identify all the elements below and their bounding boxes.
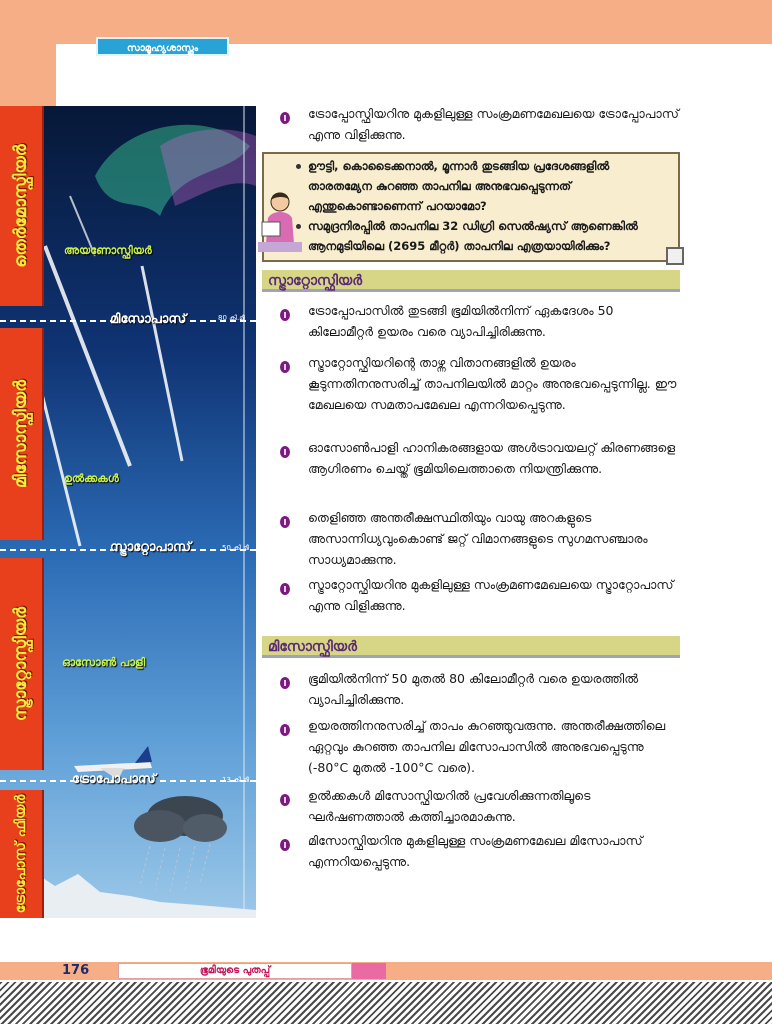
layer-label-troposphere: ട്രോപോസ് ഫിയർ <box>13 794 29 914</box>
meteor-trail <box>40 386 80 546</box>
stratosphere-heading <box>262 270 680 292</box>
mesopause-label: മിസോപാസ് <box>110 312 187 327</box>
meteors-label: ഉൽക്കകൾ <box>64 472 119 485</box>
stratosphere-point-3: ഓസോൺപാളി ഹാനികരങ്ങളായ അൾട്രാവയലറ്റ് കിരണങ്ങളെ ആഗിരണം ചെയ്ത് ഭൂമിയിലെത്താതെ നിയന്ത്രിക്കുന്നു. <box>308 440 676 476</box>
activity-note-box <box>262 152 680 262</box>
layer-band-stratosphere <box>0 558 44 770</box>
aurora-glow <box>160 129 256 206</box>
stratosphere-point-2: സ്ട്രാറ്റോസ്ഫിയറിന്റെ താഴ്ന്ന വിതാനങ്ങളിൽ ഉയരം കൂടുന്നതിനനുസരിച്ച് താപനിലയിൽ മാറ്റം അനുഭവപ്പെടുന്നില്ല. ഈ മേഖലയെ സമതാപമേഖല എന്നറിയപ്പെടുന്നു. <box>308 355 677 412</box>
tropopause-altitude: 13 കി.മീ <box>222 776 249 784</box>
footer-band <box>0 962 772 980</box>
layer-label-thermosphere: തെർമോസ്ഫിയർ <box>11 144 31 268</box>
meteor-trail <box>142 266 182 461</box>
subject-tab: സാമൂഹ്യശാസ്ത്രം <box>96 37 229 56</box>
mesosphere-heading <box>262 636 680 658</box>
layer-band-thermosphere <box>0 106 44 306</box>
page-number: 176 <box>62 963 90 978</box>
footer-hatch-pattern <box>0 982 772 1024</box>
tropopause-label: ട്രോപോപാസ് <box>72 772 156 787</box>
stratopause-altitude: 50 കി.മീ <box>222 544 249 552</box>
stratopause-label: സ്ട്രാറ്റോപാസ് <box>110 540 191 555</box>
bullet-icon <box>280 112 290 124</box>
layer-band-troposphere <box>0 790 44 918</box>
mesosphere-point-1: ഭൂമിയിൽനിന്ന് 50 മുതൽ 80 കിലോമീറ്റർ വരെ ഉയരത്തിൽ വ്യാപിച്ചിരിക്കുന്നു. <box>308 671 639 707</box>
bullet-icon <box>280 839 290 851</box>
layer-band-mesosphere <box>0 328 44 540</box>
note-corner-box <box>666 247 684 265</box>
layer-label-mesosphere: മിസോസ്ഫിയർ <box>11 380 31 488</box>
bullet-icon <box>280 724 290 736</box>
question-2: സമുദ്രനിരപ്പിൽ താപനില 32 ഡിഗ്രി സെൽഷ്യസ് ആണെങ്കിൽ ആനമുടിയിലെ (2695 മീറ്റർ) താപനില എത്രയായിരിക്കും? <box>308 219 638 253</box>
question-bullet <box>296 164 301 169</box>
question-bullet <box>296 224 301 229</box>
chapter-title: ഭൂമിയുടെ പുതപ്പ് <box>118 963 352 979</box>
ozone-layer-label: ഓസോൺ പാളി <box>62 656 146 669</box>
mesosphere-point-3: ഉൽക്കകൾ മിസോസ്ഫിയറിൽ പ്രവേശിക്കുന്നതിലൂടെ ഘർഷണത്താൽ കത്തിച്ചാരമാകുന്നു. <box>308 788 591 824</box>
mesosphere-point-2: ഉയരത്തിനനുസരിച്ച് താപം കുറഞ്ഞുവരുന്നു. അന്തരീക്ഷത്തിലെ ഏറ്റവും കുറഞ്ഞ താപനില മിസോപാസിൽ അനുഭവപ്പെടുന്നു (-80°C മുതൽ -100°C വരെ). <box>308 718 666 775</box>
mesopause-altitude: 80 കി.മീ <box>218 314 245 322</box>
layer-label-stratosphere: സ്ട്രാറ്റോസ്ഫിയർ <box>11 606 31 722</box>
mesosphere-heading-text: മിസോസ്ഫിയർ <box>268 639 357 655</box>
meteor-trail <box>45 246 130 466</box>
ionosphere-label: അയണോസ്ഫിയർ <box>64 244 152 257</box>
stratosphere-point-1: ട്രോപ്പോപാസിൽ തുടങ്ങി ഭൂമിയിൽനിന്ന് ഏകദേശം 50 കിലോമീറ്റർ ഉയരം വരെ വ്യാപിച്ചിരിക്കുന്നു. <box>308 303 614 339</box>
bullet-icon <box>280 516 290 528</box>
intro-paragraph: ട്രോപ്പോസ്ഫിയറിനു മുകളിലുള്ള സംക്രമണമേഖലയെ ട്രോപ്പോപാസ് എന്നു വിളിക്കുന്നു. <box>308 106 679 142</box>
student-reading-icon <box>258 188 302 258</box>
stratosphere-point-4: തെളിഞ്ഞ അന്തരീക്ഷസ്ഥിതിയും വായു അറകളുടെ അസാന്നിധ്യവുംകൊണ്ട് ജറ്റ് വിമാനങ്ങളുടെ സുഗമസഞ്ചാരം സാധ്യമാക്കുന്നു. <box>308 510 648 567</box>
bullet-icon <box>280 361 290 373</box>
bullet-icon <box>280 794 290 806</box>
atmosphere-illustration <box>0 106 256 918</box>
footer-accent <box>352 963 386 979</box>
rain-cloud-icon <box>134 796 227 892</box>
bullet-icon <box>280 446 290 458</box>
stratosphere-heading-text: സ്ട്രാറ്റോസ്ഫിയർ <box>268 273 363 289</box>
bullet-icon <box>280 583 290 595</box>
left-corner-band <box>0 0 56 106</box>
question-1: ഊട്ടി, കൊടൈക്കനാൽ, മൂന്നാർ തുടങ്ങിയ പ്രദേശങ്ങളിൽ താരതമ്യേന കുറഞ്ഞ താപനില അനുഭവപ്പെടുന്നത് എന്തുകൊണ്ടാണെന്ന് പറയാമോ? <box>308 159 610 213</box>
stratosphere-point-5: സ്ട്രാറ്റോസ്ഫിയറിനു മുകളിലുള്ള സംക്രമണമേഖലയെ സ്ട്രാറ്റോപാസ് എന്നു വിളിക്കുന്നു. <box>308 577 674 613</box>
mesosphere-point-4: മിസോസ്ഫിയറിനു മുകളിലുള്ള സംക്രമണമേഖല മിസോപാസ് എന്നറിയപ്പെടുന്നു. <box>308 833 643 869</box>
bullet-icon <box>280 677 290 689</box>
bullet-icon <box>280 309 290 321</box>
